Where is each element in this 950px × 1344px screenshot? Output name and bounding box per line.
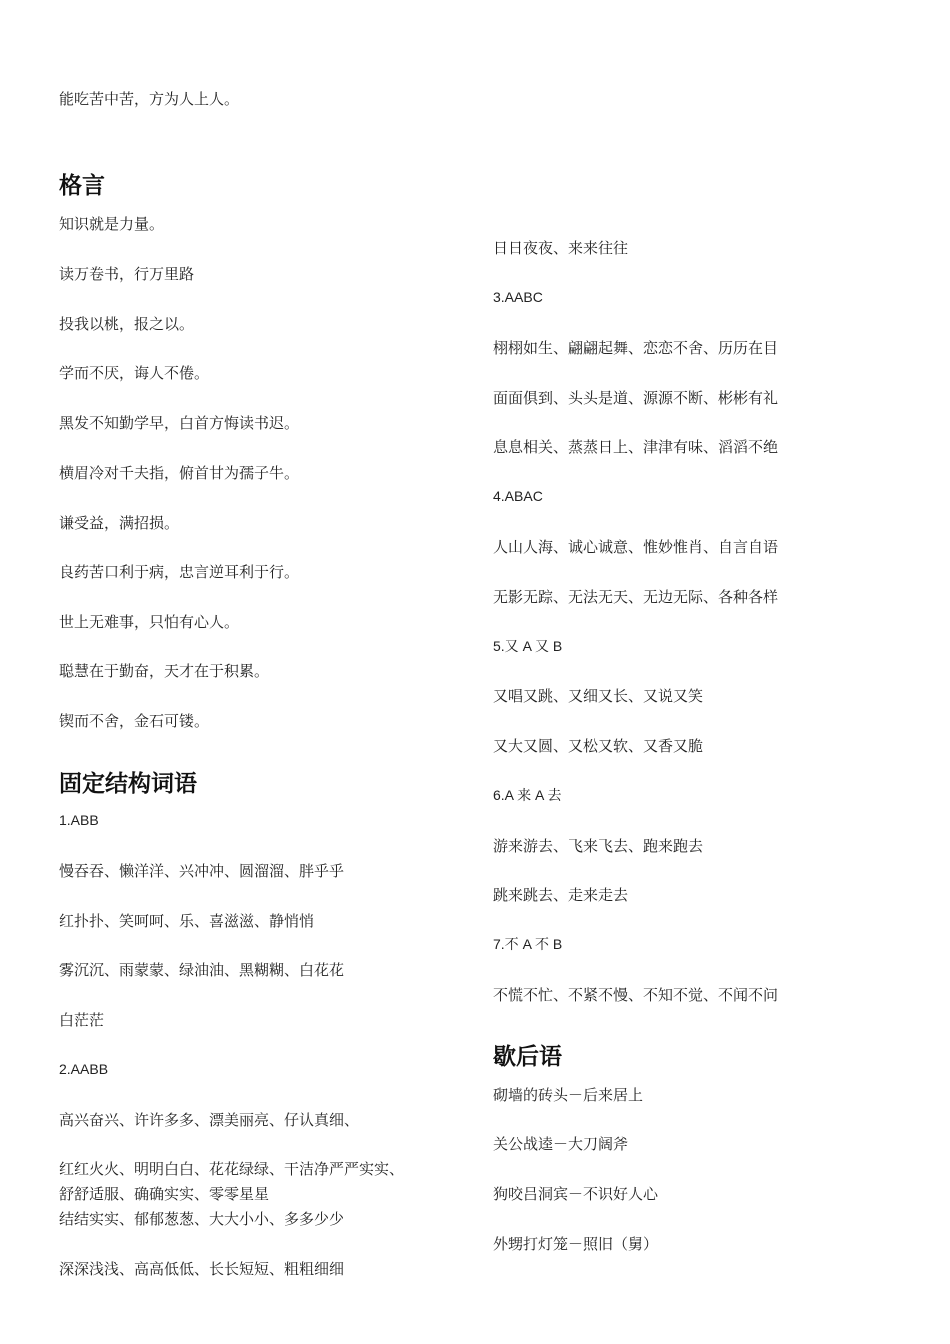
bu-a-bu-b-line: 不慌不忙、不紧不慢、不知不觉、不闻不问 <box>493 986 779 1004</box>
geyan-item: 读万卷书，行万里路 <box>59 265 195 283</box>
a-lai-a-qu-line: 游来游去、飞来飞去、跑来跑去 <box>493 837 704 855</box>
section-heading-geyan: 格言 <box>59 173 105 199</box>
geyan-item: 黑发不知勤学早，白首方悔读书迟。 <box>59 414 300 432</box>
geyan-item: 横眉冷对千夫指，俯首甘为孺子牛。 <box>59 464 300 482</box>
geyan-item: 谦受益，满招损。 <box>59 514 180 532</box>
pattern-label-abac: 4.ABAC <box>493 488 543 504</box>
aabb-line: 结结实实、郁郁葱葱、大大小小、多多少少 <box>59 1210 345 1228</box>
geyan-item: 学而不厌，诲人不倦。 <box>59 364 210 382</box>
you-a-you-b-line: 又大又圆、又松又软、又香又脆 <box>493 737 704 755</box>
abb-line: 慢吞吞、懒洋洋、兴冲冲、圆溜溜、胖乎乎 <box>59 862 345 880</box>
abb-line: 红扑扑、笑呵呵、乐、喜滋滋、静悄悄 <box>59 912 315 930</box>
geyan-item: 世上无难事，只怕有心人。 <box>59 613 240 631</box>
aabb-line: 红红火火、明明白白、花花绿绿、干洁净严严实实、 <box>59 1160 405 1178</box>
xiehouyu-item: 外甥打灯笼－照旧（舅） <box>493 1235 659 1253</box>
pattern-label-you-a-you-b: 5.又 A 又 B <box>493 638 563 654</box>
geyan-item: 投我以桃，报之以。 <box>59 315 195 333</box>
pattern-label-aabc: 3.AABC <box>493 289 543 305</box>
aabb-continued-line: 日日夜夜、来来往往 <box>493 239 629 257</box>
abb-line: 雾沉沉、雨蒙蒙、绿油油、黑糊糊、白花花 <box>59 961 345 979</box>
aabc-line: 栩栩如生、翩翩起舞、恋恋不舍、历历在目 <box>493 339 779 357</box>
geyan-item: 知识就是力量。 <box>59 215 165 233</box>
geyan-item: 良药苦口利于病，忠言逆耳利于行。 <box>59 563 300 581</box>
pattern-label-abb: 1.ABB <box>59 812 99 828</box>
pattern-label-a-lai-a-qu: 6.A 来 A 去 <box>493 787 562 803</box>
section-heading-xiehouyu: 歇后语 <box>493 1044 562 1070</box>
aabc-line: 面面俱到、头头是道、源源不断、彬彬有礼 <box>493 389 779 407</box>
xiehouyu-item: 砌墙的砖头－后来居上 <box>493 1086 644 1104</box>
aabb-line: 舒舒适服、确确实实、零零星星 <box>59 1185 270 1203</box>
abac-line: 无影无踪、无法无天、无边无际、各种各样 <box>493 588 779 606</box>
pattern-label-aabb: 2.AABB <box>59 1061 109 1077</box>
abb-line: 白茫茫 <box>59 1011 105 1029</box>
geyan-item: 聪慧在于勤奋，天才在于积累。 <box>59 662 270 680</box>
xiehouyu-item: 关公战逵－大刀阔斧 <box>493 1135 629 1153</box>
intro-proverb: 能吃苦中苦，方为人上人。 <box>59 90 240 108</box>
xiehouyu-item: 狗咬吕洞宾－不识好人心 <box>493 1185 659 1203</box>
geyan-item: 锲而不舍，金石可镂。 <box>59 712 210 730</box>
a-lai-a-qu-line: 跳来跳去、走来走去 <box>493 886 629 904</box>
abac-line: 人山人海、诚心诚意、惟妙惟肖、自言自语 <box>493 538 779 556</box>
section-heading-fixed-structure: 固定结构词语 <box>59 771 197 797</box>
pattern-label-bu-a-bu-b: 7.不 A 不 B <box>493 936 563 952</box>
you-a-you-b-line: 又唱又跳、又细又长、又说又笑 <box>493 687 704 705</box>
aabb-line: 深深浅浅、高高低低、长长短短、粗粗细细 <box>59 1260 345 1278</box>
aabb-line: 高兴奋兴、许许多多、漂美丽亮、仔认真细、 <box>59 1111 360 1129</box>
aabc-line: 息息相关、蒸蒸日上、津津有味、滔滔不绝 <box>493 438 779 456</box>
